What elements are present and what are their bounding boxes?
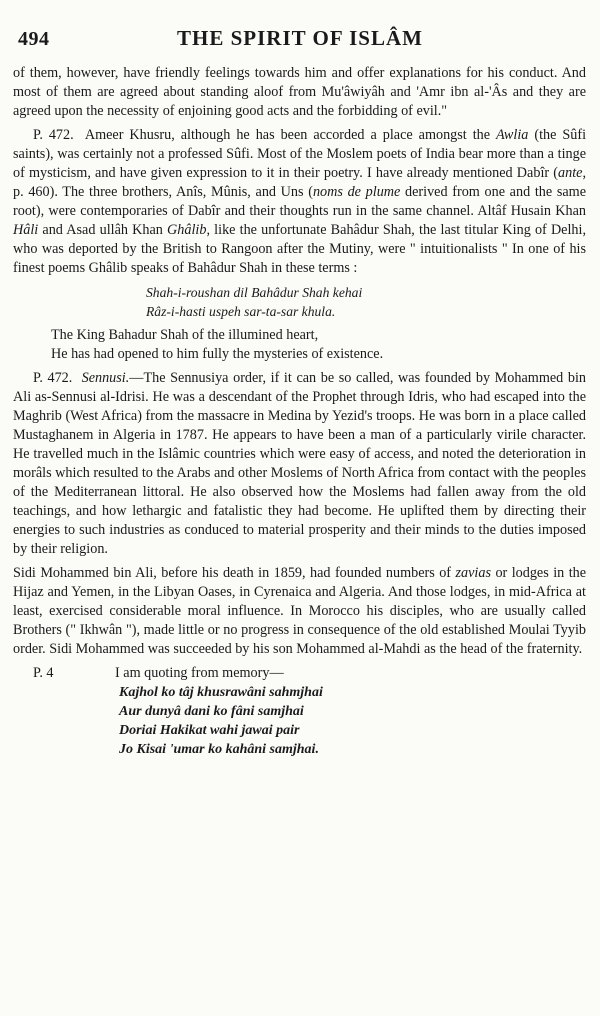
page-body <box>13 64 586 764</box>
running-title: THE SPIRIT OF ISLÂM <box>177 26 423 50</box>
note-ref: P. 472. <box>33 127 74 143</box>
note-khusru <box>13 126 586 278</box>
italic-term: Ghâlib <box>167 222 207 238</box>
note-text: , p. 460). The three brothers, Anîs, Mûnis, and Uns ( <box>13 165 586 200</box>
verse-line: He has had opened to him fully the mysteries of existence. <box>51 346 384 362</box>
page-number: 494 <box>18 28 50 50</box>
paragraph-sidi <box>13 564 586 659</box>
note-text: Ameer Khusru, although he has been accorded a place amongst the <box>84 127 491 143</box>
verse-quoted <box>13 683 586 759</box>
paragraph-text: Sidi Mohammed bin Ali, before his death in 1859, had founded numbers of <box>13 565 452 581</box>
note-sennusi <box>13 369 586 559</box>
verse-line: Aur dunyâ dani ko fâni samjhai <box>119 704 304 719</box>
verse-transliteration <box>13 283 586 321</box>
note-text: (the Sûfi saints), was certainly not a professed Sûfi. Most of the Moslem poets of India bear more than a tinge of mysticism, and have given expression to it in their poetry. I have already mentioned Dabîr ( <box>13 127 587 181</box>
verse-line: Kajhol ko tâj khusrawâni sahmjhai <box>119 685 323 700</box>
verse-line: Jo Kisai 'umar ko kahâni samjhai. <box>119 742 319 757</box>
italic-term: Hâli <box>13 222 39 238</box>
italic-term: zavias <box>455 565 491 581</box>
note-text: and Asad ullâh Khan <box>42 222 163 238</box>
note-text: derived from one and the same root), were contemporaries of Dabîr and their thoughts run in the same channel. Altâf Husain Khan <box>13 184 587 219</box>
note-ref: P. 472. <box>33 370 73 386</box>
verse-line: The King Bahadur Shah of the illumined heart, <box>51 327 319 343</box>
verse-line: Shah-i-roushan dil Bahâdur Shah kehai <box>146 285 363 300</box>
italic-term: ante <box>558 165 583 181</box>
page-header <box>18 22 582 52</box>
note-text: I am quoting from memory— <box>115 665 284 681</box>
note-text: , like the unfortunate Bahâdur Shah, the last titular King of Delhi, who was deported by the British to Rangoon after the Mutiny, were " intuitionalists " In one of his finest poems Ghâlib speaks of Bahâdur Shah in these terms : <box>13 222 587 276</box>
note-text: —The Sennusiya order, if it can be so called, was founded by Mohammed bin Ali as-Sennusi al-Idrisi. He was a descendant of the Prophet through Idris, who had escaped into the Maghrib (West Africa) from the massacre in Medina by Yezid's troops. He was born in a place called Mustaghanem in Algeria in 1787. He appears to have been a man of a particularly virile character. He travelled much in the Islâmic countries which were easy of access, and noted the deterioration in morâls which resulted to the Arabs and other Moslems of North Africa from contact with the peoples of the Mediterranean littoral. He also observed how the Moslems had fallen away from the old teachings, and how lethargic and fatalistic they had become. He uplifted them by directing their energies to such industries as conduced to material prosperity and their minds to the duties imposed by their religion. <box>13 370 587 557</box>
verse-translation <box>13 326 586 364</box>
verse-line: Doriai Hakikat wahi jawai pair <box>119 723 300 738</box>
italic-term: Sennusi. <box>81 370 130 386</box>
italic-term: Awlia <box>496 127 529 143</box>
note-memory <box>33 664 586 683</box>
verse-line: Râz-i-hasti uspeh sar-ta-sar khula. <box>146 304 336 319</box>
italic-term: noms de plume <box>312 184 401 200</box>
paragraph-text: or lodges in the Hijaz and Yemen, in the Libyan Oases, in Cyrenaica and Algeria. And those lodges, in mid-Africa at least, exercised considerable moral influence. In Morocco his disciples, who are usually called Brothers (" Ikhwân "), made little or no progress in consequence of the old established Moulai Tyyib order. Sidi Mohammed was succeeded by his son Mohammed al-Mahdi as the head of the fraternity. <box>13 565 587 657</box>
paragraph-text: of them, however, have friendly feelings towards him and offer explanations for his conduct. And most of them are agreed about standing aloof from Mu'âwiyâh and 'Amr ibn al-'Âs and they are agreed upon the necessity of enjoining good acts and the forbidding of evil." <box>13 65 586 119</box>
note-ref: P. 4 <box>33 665 54 681</box>
paragraph-continuation <box>13 64 586 121</box>
